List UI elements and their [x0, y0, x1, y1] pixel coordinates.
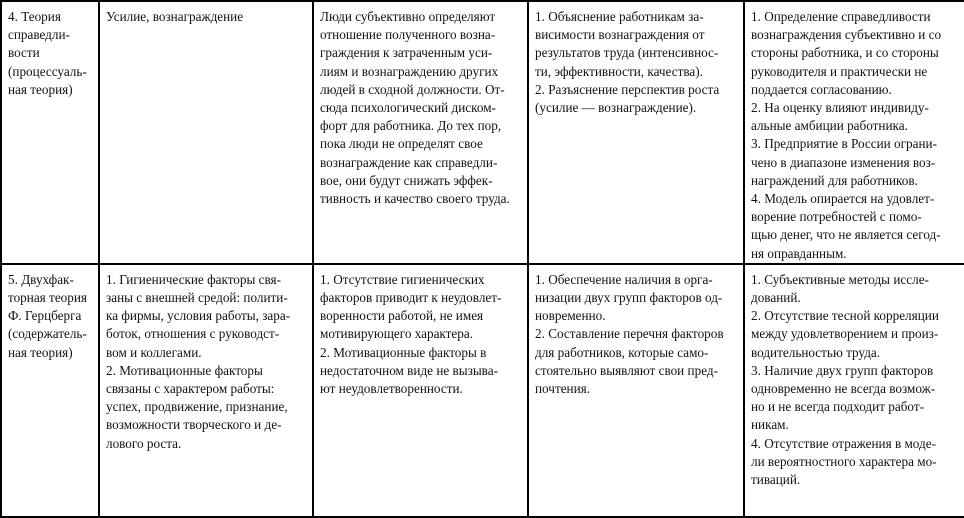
key-concepts-cell: Усилие, вознаграждение	[99, 1, 313, 264]
table-row	[1, 1, 964, 264]
theory-name-cell: 5. Двухфак- торная теория Ф. Герцберга (содержатель- ная теория)	[1, 264, 99, 517]
essence-cell: 1. Отсутствие гигиенических факторов приводит к неудовлет- воренности работой, не имея мотивирующего характера. 2. Мотивационные факторы в недостаточном виде не вызыва- ют неудовлетворенности.	[313, 264, 528, 517]
theory-name-cell: 4. Теория справедли- вости (процессуаль- ная теория)	[1, 1, 99, 264]
essence-cell: Люди субъективно определяют отношение полученного возна- граждения к затраченным уси- лиям и вознаграждению других людей в сходной должности. От- сюда психологический диском- форт для работника. До тех пор, пока люди не определят свое вознаграждение как справедли- вое, они будут снижать эффек- тивность и качество своего труда.	[313, 1, 528, 264]
table-row	[1, 264, 964, 517]
drawbacks-cell: 1. Определение справедливости вознаграждения субъективно и со стороны работника, и со стороны руководителя и практически не поддается согласованию. 2. На оценку влияют индивиду- альные амбиции работника. 3. Предприятие в России ограни- чено в диапазоне изменения воз- награждений для работников. 4. Модель опирается на удовлет- ворение потребностей с помо- щью денег, что не является сегод- ня оправданным.	[744, 1, 964, 264]
application-cell: 1. Объяснение работникам за- висимости вознаграждения от результатов труда (интенсивнос- ти, эффективности, качества). 2. Разъяснение перспектив роста (усилие — вознаграждение).	[528, 1, 744, 264]
key-concepts-cell: 1. Гигиенические факторы свя- заны с внешней средой: полити- ка фирмы, условия работы, зара- боток, отношения с руководст- вом и коллегами. 2. Мотивационные факторы связаны с характером работы: успех, продвижение, признание, возможности творческого и де- лового роста.	[99, 264, 313, 517]
drawbacks-cell: 1. Субъективные методы иссле- дований. 2. Отсутствие тесной корреляции между удовлетворением и произ- водительностью труда. 3. Наличие двух групп факторов одновременно не всегда возмож- но и не всегда подходит работ- никам. 4. Отсутствие отражения в моде- ли вероятностного характера мо- тиваций.	[744, 264, 964, 517]
application-cell: 1. Обеспечение наличия в орга- низации двух групп факторов од- новременно. 2. Составление перечня факторов для работников, которые само- стоятельно выявляют свои пред- почтения.	[528, 264, 744, 517]
